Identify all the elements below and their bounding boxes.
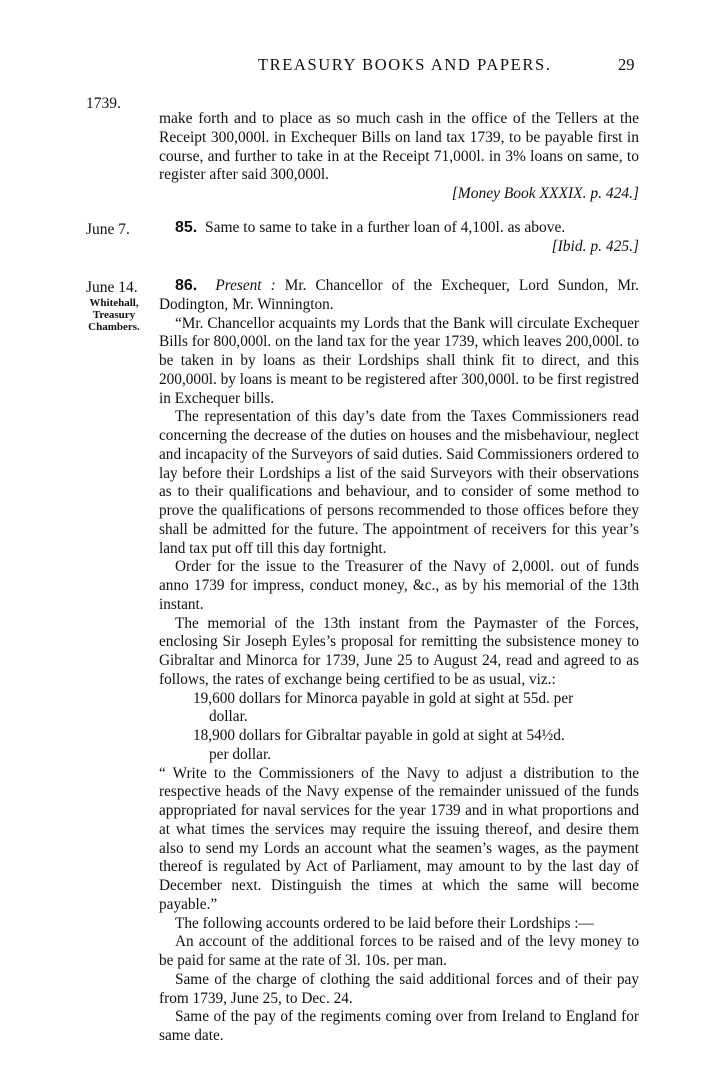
entry-85 bbox=[159, 219, 639, 257]
paragraph: Same of the charge of clothing the said additional forces and of their pay from 1739, June 25, to Dec. 24. bbox=[159, 970, 639, 1007]
paragraph: An account of the additional forces to be raised and of the levy money to be paid for same at the rate of 3l. 10s. per man. bbox=[159, 933, 639, 969]
paragraph: The memorial of the 13th instant from the Paymaster of the Forces, enclosing Sir Joseph Eyles’s proposal for remitting the subsistence money to Gibraltar and Minorca for 1739, June 25 to August 24, read and agreed to as follows, the rates of exchange being certified to be as usual, viz.: bbox=[159, 614, 639, 688]
paragraph: make forth and to place as so much cash in the office of the Tellers at the Receipt 300,000l. in Exchequer Bills on land tax 1739, to be payable first in course, and further to take in at the Receipt 71,000l. in 3% loans on same, to register after said 300,000l. bbox=[159, 110, 639, 184]
margin-place-86 bbox=[84, 297, 144, 333]
page-number: 29 bbox=[618, 55, 635, 74]
paragraph: The representation of this day’s date from the Taxes Commissioners read concerning the decrease of the duties on houses and the misbehaviour, neglect and incapacity of the Surveyors of said duties. Said Commissioners ordered to lay before their Lordships a list of the said Surveyors with their observations as to their qualifications and behaviour, and to consider of some method to prove the qualifications of persons recommended to those offices before they shall be admitted for the future. The appointment of receivers for this year’s land tax put off till this day fortnight. bbox=[159, 408, 639, 557]
page-header bbox=[0, 55, 721, 79]
list-line: 18,900 dollars for Gibraltar payable in gold at sight at 54½d. bbox=[193, 727, 565, 744]
entry-paragraph bbox=[159, 277, 639, 315]
entry-number: 86. bbox=[175, 277, 198, 294]
entry-number: 85. bbox=[175, 219, 198, 236]
paragraph: The following accounts ordered to be laid before their Lordships :— bbox=[175, 914, 594, 932]
list-item bbox=[159, 727, 639, 765]
margin-date-85: June 7. bbox=[86, 221, 130, 238]
continuation-block bbox=[159, 110, 639, 204]
entry-86 bbox=[159, 277, 639, 1046]
margin-place-line: Chambers. bbox=[88, 321, 140, 333]
source-reference: [Ibid. p. 425.] bbox=[551, 237, 639, 255]
margin-place-line: Whitehall, bbox=[89, 297, 139, 309]
entry-text: Same to same to take in a further loan of 4,100l. as above. bbox=[205, 219, 566, 236]
paragraph: “Mr. Chancellor acquaints my Lords that the Bank will circulate Exchequer Bills for 800,000l. on the land tax for the year 1739, which leaves 200,000l. to be taken in by loans as their Lordships shall think fit to direct, and this 200,000l. by loans is meant to be registered after 300,000l. to be first registred in Exchequer bills. bbox=[159, 314, 639, 407]
source-reference: [Money Book XXXIX. p. 424.] bbox=[451, 185, 639, 203]
list-item bbox=[159, 690, 639, 728]
margin-place-line: Treasury bbox=[92, 309, 136, 321]
present-label: Present : bbox=[215, 277, 276, 294]
paragraph: Same of the pay of the regiments coming over from Ireland to England for same date. bbox=[159, 1008, 639, 1044]
paragraph: Order for the issue to the Treasurer of the Navy of 2,000l. out of funds anno 1739 for impress, conduct money, &c., as by his memorial of the 13th instant. bbox=[159, 558, 639, 613]
margin-date-86: June 14. bbox=[86, 279, 138, 296]
present-text: Mr. Chancellor of the Exchequer, Lord Sundon, Mr. Dodington, Mr. Winnington. bbox=[159, 277, 639, 313]
running-head: TREASURY BOOKS AND PAPERS. bbox=[258, 55, 552, 74]
paragraph: “ Write to the Commissioners of the Navy to adjust a distribution to the respective heads of the Navy expense of the remainder unissued of the funds appropriated for naval services for the year 1739 and in what proportions and at what times the services may require the issuing thereof, and desire them also to send my Lords an account what the seamen’s wages, as the payment thereof is regulated by Act of Parliament, may amount to by the last day of December next. Distinguish the times at which the same will become payable.” bbox=[159, 764, 639, 913]
list-line: dollar. bbox=[209, 708, 248, 726]
list-line: per dollar. bbox=[209, 745, 272, 763]
margin-year: 1739. bbox=[86, 95, 121, 112]
list-line: 19,600 dollars for Minorca payable in gold at sight at 55d. per bbox=[193, 689, 574, 707]
entry-paragraph bbox=[159, 219, 639, 238]
